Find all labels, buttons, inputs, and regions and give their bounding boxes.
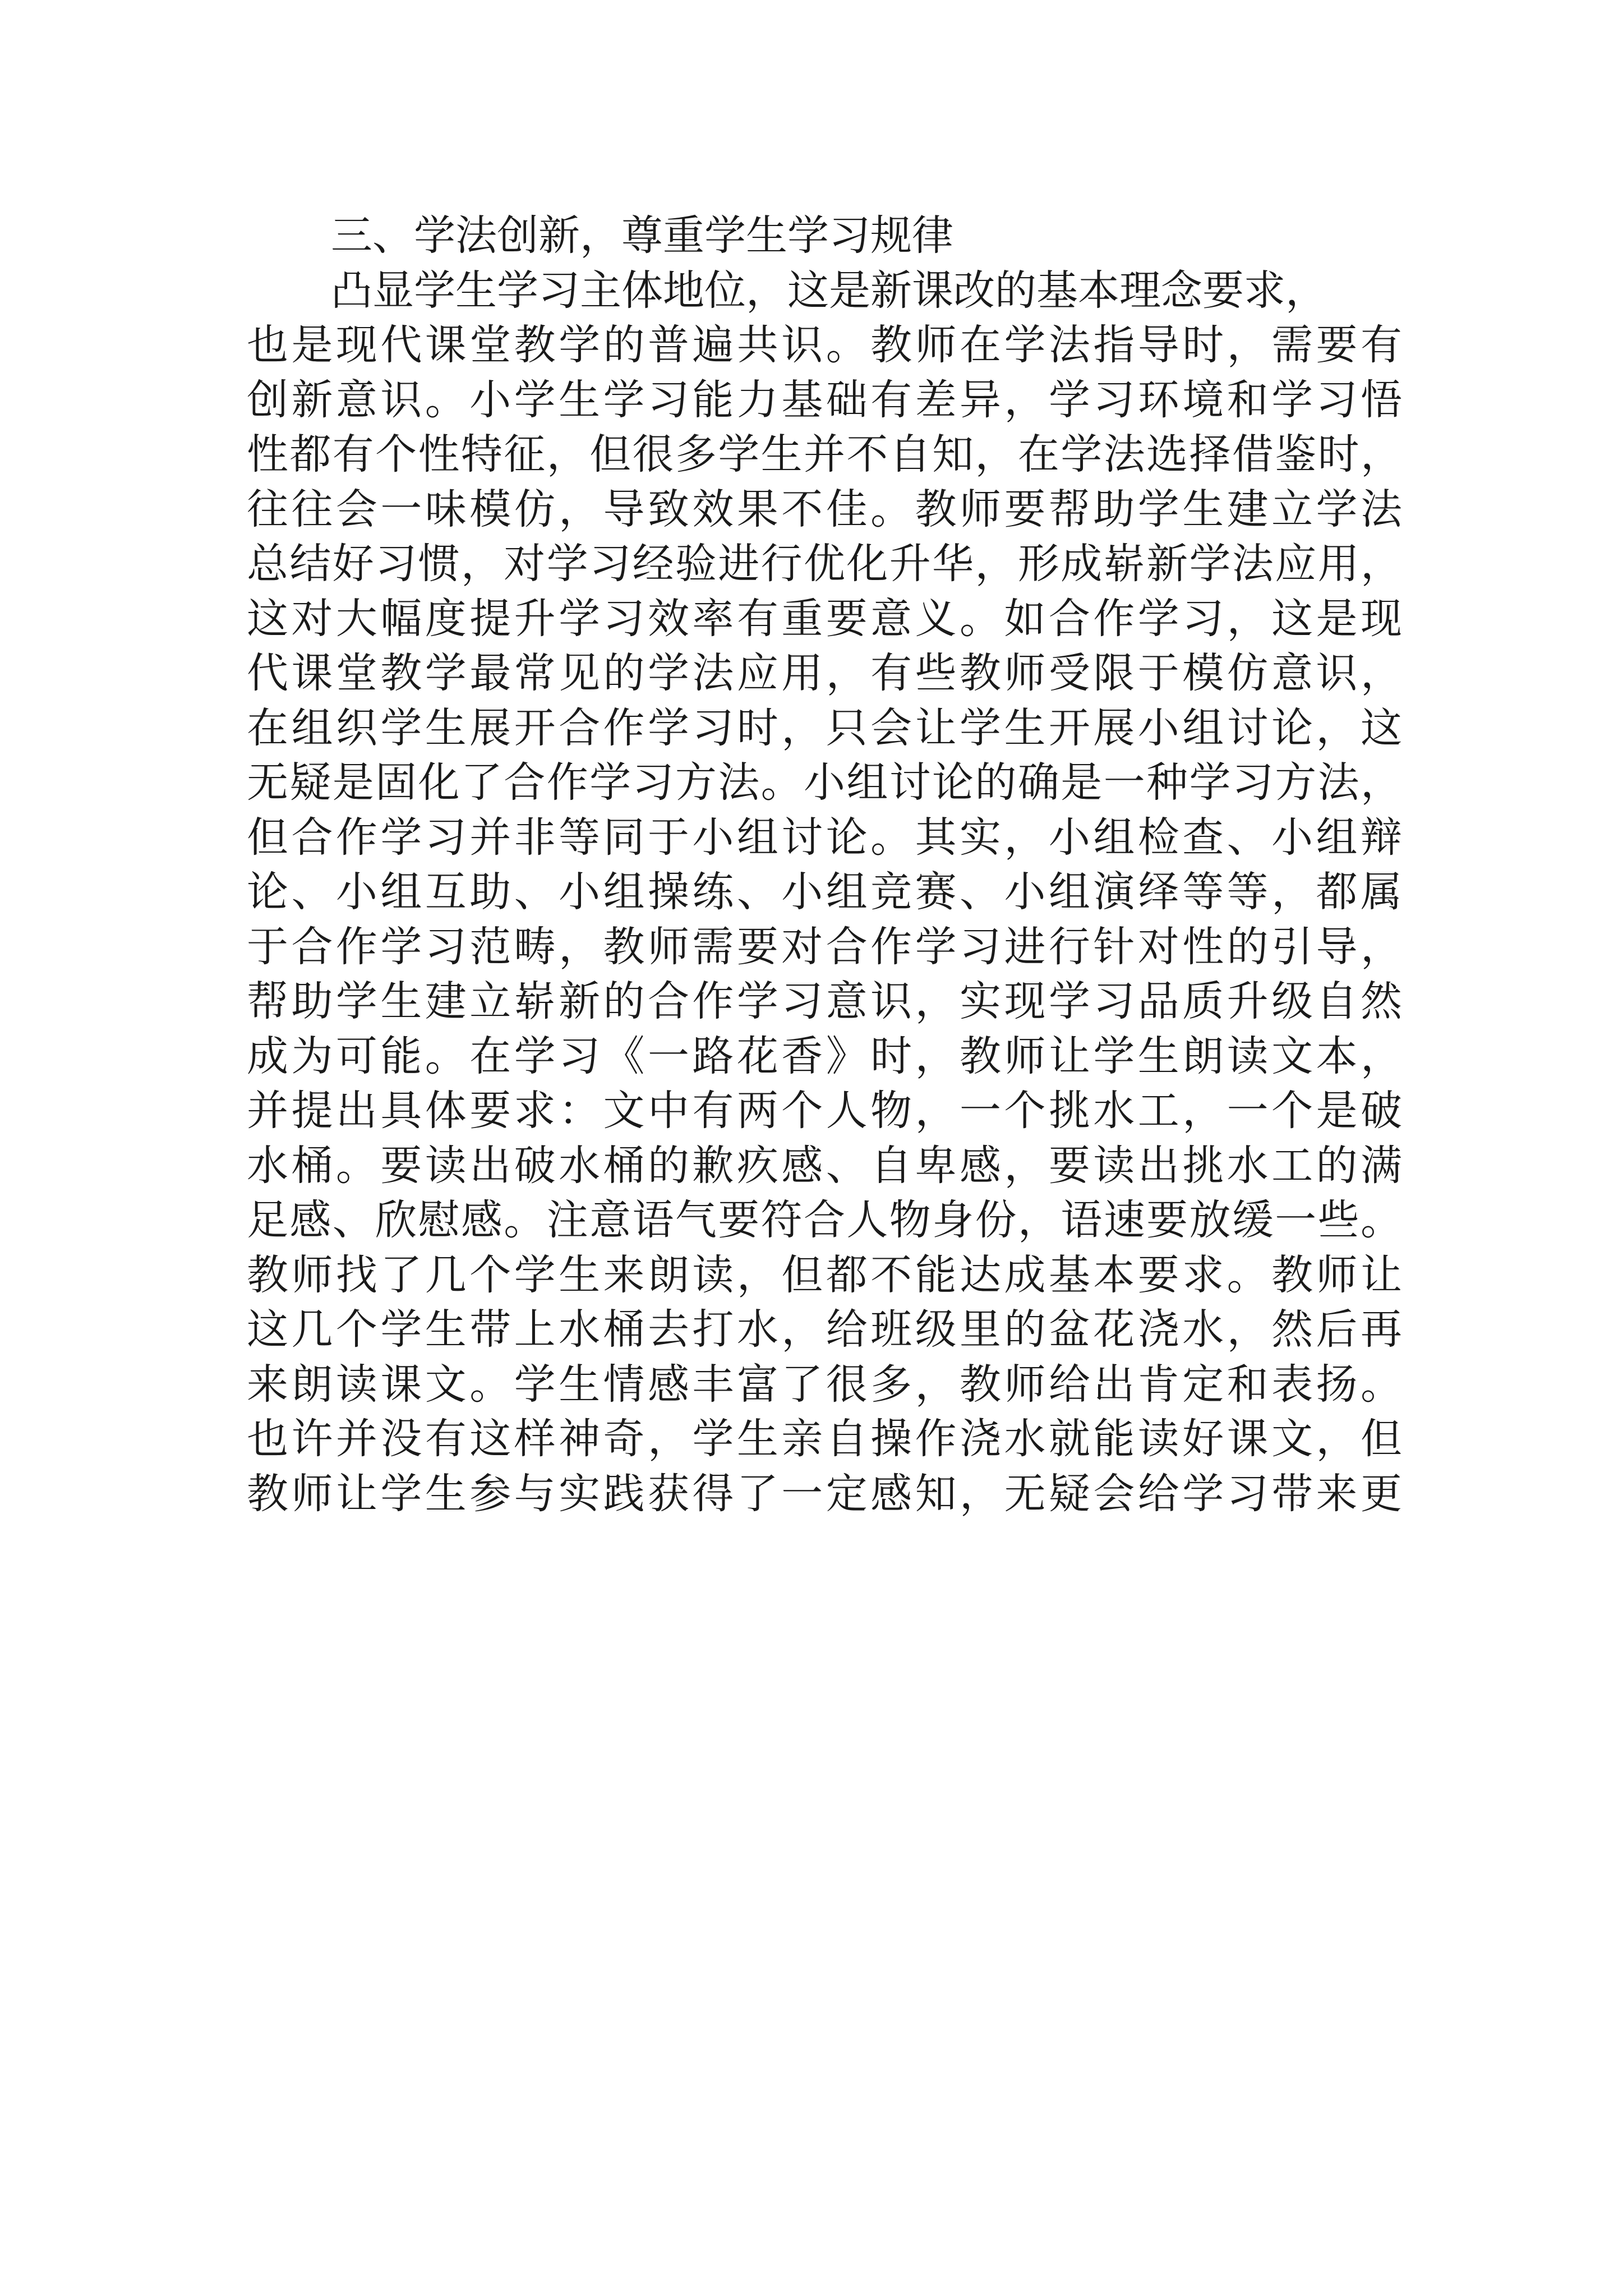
paragraph-line: 教师让学生参与实践获得了一定感知，无疑会给学习带来更 <box>247 1469 1402 1518</box>
paragraph-line: 来朗读课文。学生情感丰富了很多，教师给出肯定和表扬。 <box>247 1360 1402 1409</box>
paragraph-line: 创新意识。小学生学习能力基础有差异，学习环境和学习悟 <box>247 375 1402 424</box>
paragraph-line: 往往会一味模仿，导致效果不佳。教师要帮助学生建立学法 <box>247 485 1402 533</box>
paragraph-line: 代课堂教学最常见的学法应用，有些教师受限于模仿意识， <box>247 649 1402 697</box>
paragraph-line: 这几个学生带上水桶去打水，给班级里的盆花浇水，然后再 <box>247 1305 1402 1354</box>
paragraph-line: 这对大幅度提升学习效率有重要意义。如合作学习，这是现 <box>247 594 1402 643</box>
paragraph-line: 也许并没有这样神奇，学生亲自操作浇水就能读好课文，但 <box>247 1415 1402 1463</box>
body-text <box>247 209 1402 1521</box>
paragraph-line: 但合作学习并非等同于小组讨论。其实，小组检查、小组辩 <box>247 813 1402 862</box>
paragraph-line: 在组织学生展开合作学习时，只会让学生开展小组讨论，这 <box>247 703 1402 752</box>
paragraph-line: 性都有个性特征，但很多学生并不自知，在学法选择借鉴时， <box>247 430 1402 478</box>
paragraph-line: 并提出具体要求：文中有两个人物，一个挑水工，一个是破 <box>247 1087 1402 1135</box>
paragraph-line: 成为可能。在学习《一路花香》时，教师让学生朗读文本， <box>247 1032 1402 1080</box>
paragraph-line: 水桶。要读出破水桶的歉疚感、自卑感，要读出挑水工的满 <box>247 1141 1402 1190</box>
section-heading: 三、学法创新，尊重学生学习规律 <box>331 211 953 260</box>
paragraph-line: 于合作学习范畴，教师需要对合作学习进行针对性的引导， <box>247 922 1402 971</box>
paragraph-line: 足感、欣慰感。注意语气要符合人物身份，语速要放缓一些。 <box>247 1196 1402 1244</box>
paragraph-line: 也是现代课堂教学的普遍共识。教师在学法指导时，需要有 <box>247 321 1402 369</box>
paragraph-line: 论、小组互助、小组操练、小组竞赛、小组演绎等等，都属 <box>247 868 1402 916</box>
paragraph-line: 无疑是固化了合作学习方法。小组讨论的确是一种学习方法， <box>247 758 1402 807</box>
paragraph-line: 总结好习惯，对学习经验进行优化升华，形成崭新学法应用， <box>247 540 1402 588</box>
paragraph-line: 凸显学生学习主体地位，这是新课改的基本理念要求， <box>331 266 1327 315</box>
paragraph-line: 帮助学生建立崭新的合作学习意识，实现学习品质升级自然 <box>247 977 1402 1025</box>
paragraph-line: 教师找了几个学生来朗读，但都不能达成基本要求。教师让 <box>247 1250 1402 1299</box>
